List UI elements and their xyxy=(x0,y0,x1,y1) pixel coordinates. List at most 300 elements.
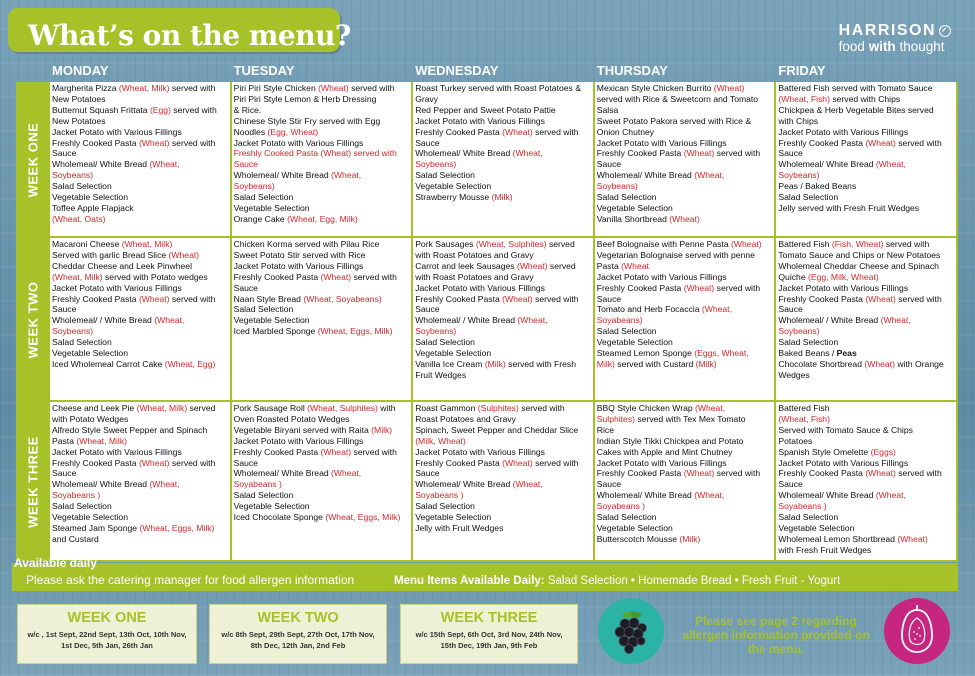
allergen-text: (Sulphites) xyxy=(477,403,519,413)
menu-line xyxy=(778,294,954,305)
menu-line xyxy=(415,436,591,447)
allergen-text: (Wheat, xyxy=(149,159,180,170)
menu-line xyxy=(778,534,954,545)
menu-text: and Custard xyxy=(52,533,99,544)
menu-text: Served with garlic Bread Slice xyxy=(52,249,169,260)
allergen-text: (Wheat) xyxy=(516,260,548,271)
menu-text: served with xyxy=(895,468,942,479)
allergen-text: (Wheat) xyxy=(865,468,896,479)
allergen-text: (Wheat) xyxy=(138,457,170,468)
menu-cell-monday xyxy=(50,402,232,562)
menu-text: Jacket Potato with Various Fillings xyxy=(778,457,909,468)
menu-line xyxy=(415,116,591,127)
menu-text: Wedges xyxy=(778,369,810,380)
menu-text: Sauce xyxy=(52,304,77,315)
menu-text: Vegetable Selection xyxy=(233,501,310,512)
menu-text: Vegetable Selection xyxy=(52,348,128,359)
allergen-text: (Wheat, Soyabeans) xyxy=(303,293,382,304)
allergen-text: (Wheat, xyxy=(701,304,732,315)
menu-cell-monday xyxy=(50,238,232,402)
menu-text: Sauce xyxy=(233,457,258,468)
menu-text: Fruit Wedges xyxy=(415,369,467,380)
menu-text: Jacket Potato with Various Fillings xyxy=(596,271,727,282)
menu-text: Pork Sausage Roll xyxy=(233,403,308,413)
menu-line xyxy=(778,414,954,425)
menu-text: Freshly Cooked Pasta xyxy=(778,137,866,148)
menu-line xyxy=(415,105,591,116)
menu-line xyxy=(52,436,228,447)
menu-text: served with xyxy=(714,148,761,159)
allergen-text: (Wheat) xyxy=(138,293,170,304)
menu-line xyxy=(52,239,228,250)
menu-line xyxy=(778,159,954,170)
allergen-text: Freshly Cooked Pasta xyxy=(233,148,321,159)
menu-text: with Roast Potatoes and Gravy xyxy=(415,271,534,282)
menu-text: Pasta xyxy=(596,260,622,271)
menu-line xyxy=(597,304,773,315)
menu-line xyxy=(234,490,410,501)
menu-text: Roast Turkey served with Roast Potatoes & xyxy=(415,83,581,93)
menu-line xyxy=(415,337,591,348)
menu-line xyxy=(597,403,773,414)
allergen-text: Sauce xyxy=(233,159,258,170)
menu-line xyxy=(52,105,228,116)
allergen-text: (Wheat, Egg) xyxy=(164,358,216,369)
menu-line xyxy=(597,203,773,214)
menu-line xyxy=(415,83,591,94)
menu-text: Sauce xyxy=(52,468,77,479)
menu-line xyxy=(234,127,410,138)
allergen-text: (Wheat) xyxy=(502,126,533,137)
menu-text: Chickpea & Herb Vegetable Bites served xyxy=(778,104,934,115)
week-one-dates-box: WEEK ONE w/c , 1st Sept, 22nd Sept, 13th Oct, 10th Nov, 1st Dec, 5th Jan, 26th Jan xyxy=(17,604,197,664)
menu-line xyxy=(52,203,228,214)
allergen-text: (Wheat, xyxy=(331,170,362,181)
menu-line xyxy=(234,170,410,181)
menu-text: Onion Chutney xyxy=(596,126,655,137)
menu-cell-thursday xyxy=(595,402,777,562)
page-title: What’s on the menu? xyxy=(28,19,351,52)
menu-line xyxy=(234,414,410,425)
allergen-text: (Fish, Wheat) xyxy=(831,239,884,249)
menu-line xyxy=(415,326,591,337)
menu-line xyxy=(415,181,591,192)
allergen-text: (Wheat, xyxy=(875,490,906,501)
menu-line xyxy=(52,326,228,337)
menu-text: with xyxy=(377,403,396,413)
menu-line xyxy=(597,534,773,545)
menu-text: Jacket Potato with Various Fillings xyxy=(596,137,727,148)
menu-line xyxy=(597,436,773,447)
allergen-text: (Wheat) xyxy=(320,271,352,282)
menu-line xyxy=(778,283,954,294)
menu-line xyxy=(597,359,773,370)
menu-line xyxy=(778,458,954,469)
allergen-text: (Milk) xyxy=(679,533,701,544)
menu-text: served with xyxy=(714,468,761,479)
menu-line xyxy=(52,523,228,534)
menu-line xyxy=(778,83,954,94)
menu-line xyxy=(415,261,591,272)
menu-text: served xyxy=(187,403,216,413)
allergen-text: (Wheat, Eggs, Milk) xyxy=(325,512,401,523)
menu-line xyxy=(52,414,228,425)
menu-text: Sauce xyxy=(778,479,803,490)
menu-text: Vanilla Ice Cream xyxy=(415,358,485,369)
menu-text: Vegetable Selection xyxy=(415,348,492,359)
menu-cell-wednesday xyxy=(413,82,595,238)
menu-grid xyxy=(16,82,958,562)
allergen-text: (Wheat, Milk) xyxy=(118,83,170,93)
menu-text: Iced Wholemeal Carrot Cake xyxy=(52,358,165,369)
menu-text: Freshly Cooked Pasta xyxy=(52,137,139,148)
menu-line xyxy=(415,348,591,359)
allergen-text: (Wheat, xyxy=(695,403,726,413)
menu-line xyxy=(597,512,773,523)
menu-text: served with Custard xyxy=(614,358,696,369)
menu-text: with Potato Wedges xyxy=(52,413,129,424)
menu-text: Jacket Potato with Various Fillings xyxy=(233,137,364,148)
menu-text: Spanish Style Omelette xyxy=(778,446,871,457)
allergen-text: (Wheat, xyxy=(694,170,725,181)
menu-text: Battered Fish xyxy=(778,239,832,249)
allergen-text: Soyabeans ) xyxy=(778,501,827,512)
menu-text: Wholemeal/ White Bread xyxy=(233,170,332,181)
menu-text: Wholemeal/ White Bread xyxy=(596,490,695,501)
allergen-text: (Wheat, xyxy=(512,479,543,490)
menu-text: served with Potato wedges xyxy=(102,271,208,282)
menu-line xyxy=(52,458,228,469)
menu-line xyxy=(778,315,954,326)
menu-text: served with xyxy=(883,239,930,249)
menu-line xyxy=(597,501,773,512)
allergen-text: (Wheat) xyxy=(320,446,352,457)
allergen-text: Soybeans) xyxy=(778,326,820,337)
allergen-text: (Wheat, xyxy=(149,479,180,490)
allergen-text: Sulphites) xyxy=(596,413,635,424)
menu-text: Wholemeal/ / White Bread xyxy=(415,315,518,326)
menu-text: Red Pepper and Sweet Potato Pattie xyxy=(415,104,556,115)
menu-line xyxy=(778,94,954,105)
menu-line xyxy=(778,116,954,127)
menu-line xyxy=(597,447,773,458)
menu-line xyxy=(234,425,410,436)
menu-line xyxy=(778,127,954,138)
menu-line xyxy=(234,447,410,458)
allergen-text: (Wheat, Fish) xyxy=(778,413,830,424)
menu-text: Vegetable Selection xyxy=(778,522,855,533)
allergen-text: (Wheat) xyxy=(138,137,170,148)
menu-text: with Orange xyxy=(894,358,944,369)
menu-line xyxy=(778,403,954,414)
menu-line xyxy=(778,348,954,359)
menu-line xyxy=(415,315,591,326)
menu-line xyxy=(778,326,954,337)
menu-text: Battered Fish served with Tomato Sauce xyxy=(778,83,933,93)
menu-text: Battered Fish xyxy=(778,403,830,413)
menu-line xyxy=(415,512,591,523)
allergen-text: (Wheat) xyxy=(318,83,349,93)
menu-line xyxy=(234,326,410,337)
allergen-text: Soybeans) xyxy=(778,170,820,181)
menu-text: served with xyxy=(170,104,217,115)
menu-line xyxy=(415,170,591,181)
allergen-text: (Wheat, Milk) xyxy=(52,271,103,282)
allergen-text: (Wheat, Oats) xyxy=(52,213,106,224)
menu-line xyxy=(52,337,228,348)
menu-text: Cakes with Apple and Mint Chutney xyxy=(596,446,733,457)
menu-line xyxy=(415,523,591,534)
menu-text: Salad Selection xyxy=(596,326,657,337)
menu-line xyxy=(52,447,228,458)
menu-line xyxy=(234,203,410,214)
menu-text: served with xyxy=(532,126,579,137)
menu-line xyxy=(234,283,410,294)
menu-line xyxy=(415,239,591,250)
allergen-text: (Wheat, xyxy=(694,490,725,501)
allergen-text: Soybeans) xyxy=(52,326,94,337)
menu-text: Wholemeal/ White Bread xyxy=(52,479,150,490)
menu-text: Piri Piri Style Lemon & Herb Dressing xyxy=(233,93,377,104)
menu-text: Wholemeal/ / White Bread xyxy=(52,315,155,326)
menu-line xyxy=(52,181,228,192)
menu-text: Sauce xyxy=(596,479,622,490)
menu-text: Vegetable Biryani served with Raita xyxy=(233,424,372,435)
menu-line xyxy=(415,370,591,381)
menu-text: Freshly Cooked Pasta xyxy=(52,457,139,468)
menu-line xyxy=(778,105,954,116)
allergen-text: (Wheat) xyxy=(731,239,762,249)
logo-name: HARRISON xyxy=(838,22,936,39)
menu-line xyxy=(415,403,591,414)
day-header-friday: FRIDAY xyxy=(778,63,826,78)
menu-text: served with xyxy=(169,457,216,468)
allergen-contact-note: Please ask the catering manager for food allergen information xyxy=(26,573,355,587)
day-headers xyxy=(50,63,958,83)
allergen-text: (Eggs) xyxy=(870,446,896,457)
menu-text: Jacket Potato with Various Fillings xyxy=(52,282,182,293)
allergen-text: Soyabeans ) xyxy=(233,479,282,490)
fig-icon xyxy=(884,598,950,664)
menu-line xyxy=(597,214,773,225)
available-daily-title: Available daily xyxy=(14,556,97,570)
menu-text: Chinese Style Stir Fry served with Egg xyxy=(233,115,381,126)
menu-text: served with xyxy=(351,271,397,282)
menu-text: Salsa xyxy=(596,104,619,115)
menu-line xyxy=(778,501,954,512)
menu-text: & Rice. xyxy=(233,104,262,115)
menu-text: Pasta xyxy=(52,435,77,446)
week-three-dates-box: WEEK THREE w/c 15th Sept, 6th Oct, 3rd Nov, 24th Nov, 15th Dec, 19th Jan, 9th Feb xyxy=(400,604,578,664)
allergen-text: (Wheat, Sulphites) xyxy=(307,403,378,413)
menu-line xyxy=(778,148,954,159)
menu-text: served with xyxy=(518,403,565,413)
menu-text: served with Chips xyxy=(829,93,901,104)
menu-line xyxy=(778,512,954,523)
menu-text: Indian Style Tikki Chickpea and Potato xyxy=(596,435,744,446)
menu-text: Jacket Potato with Various Fillings xyxy=(415,282,545,293)
menu-line xyxy=(234,214,410,225)
blackberry-icon xyxy=(598,598,664,664)
menu-line xyxy=(778,337,954,348)
allergen-text: (Wheat) xyxy=(897,533,928,544)
daily-items: Menu Items Available Daily: Salad Selection • Homemade Bread • Fresh Fruit - Yogurt xyxy=(394,575,841,587)
menu-cell-thursday xyxy=(595,82,777,238)
menu-line xyxy=(597,250,773,261)
menu-line xyxy=(234,436,410,447)
allergen-text: (Wheat) xyxy=(683,148,715,159)
menu-line xyxy=(234,294,410,305)
menu-line xyxy=(415,192,591,203)
menu-line xyxy=(234,181,410,192)
week-row-three xyxy=(16,402,958,562)
menu-text: Salad Selection xyxy=(52,181,112,192)
menu-text: Freshly Cooked Pasta xyxy=(415,293,503,304)
menu-line xyxy=(52,283,228,294)
allergen-text: (Eggs, Wheat, xyxy=(694,348,749,359)
menu-line xyxy=(52,348,228,359)
menu-line xyxy=(415,447,591,458)
week-two-dates-box: WEEK TWO w/c 8th Sept, 29th Sept, 27th Oct, 17th Nov, 8th Dec, 12th Jan, 2nd Feb xyxy=(209,604,387,664)
menu-cell-tuesday xyxy=(232,238,414,402)
menu-text: Vegetarian Bolognaise served with penne xyxy=(596,249,755,260)
allergen-text: Soyabeans ) xyxy=(596,501,646,512)
allergen-text: (Wheat) xyxy=(713,83,745,93)
menu-text: Jacket Potato with Various Fillings xyxy=(596,457,727,468)
allergen-text: Milk) xyxy=(596,358,615,369)
menu-line xyxy=(778,170,954,181)
menu-line xyxy=(778,425,954,436)
menu-text: Vegetable Selection xyxy=(415,512,492,523)
menu-line xyxy=(778,181,954,192)
menu-text: Orange Cake xyxy=(233,213,288,224)
menu-text: Strawberry Mousse xyxy=(415,192,492,203)
menu-text: Sauce xyxy=(596,159,622,170)
menu-text: Wholemeal/ / White Bread xyxy=(778,315,881,326)
menu-cell-friday xyxy=(776,238,958,402)
menu-line xyxy=(415,148,591,159)
menu-text: Salad Selection xyxy=(778,512,839,523)
menu-text: Jacket Potato with Various Fillings xyxy=(415,446,545,457)
menu-line xyxy=(234,458,410,469)
menu-text: Wholemeal/ White Bread xyxy=(596,170,695,181)
menu-text: Roast Potatoes and Gravy xyxy=(415,413,516,424)
menu-line xyxy=(415,304,591,315)
menu-text: New Potatoes xyxy=(52,93,106,104)
menu-text: Salad Selection xyxy=(415,337,475,348)
week-label: WEEK ONE xyxy=(16,82,50,238)
menu-line xyxy=(52,425,228,436)
menu-text: Sauce xyxy=(415,137,440,148)
menu-text: Wholemeal Cheddar Cheese and Spinach xyxy=(778,260,939,271)
menu-line xyxy=(597,315,773,326)
menu-line xyxy=(597,83,773,94)
menu-line xyxy=(52,512,228,523)
menu-line xyxy=(52,261,228,272)
allergen-text: (Wheat, Milk) xyxy=(121,239,173,249)
menu-text: with Roast Potatoes and Gravy xyxy=(415,249,534,260)
menu-line xyxy=(52,214,228,225)
menu-text: Jacket Potato with Various Fillings xyxy=(415,115,545,126)
menu-text: Freshly Cooked Pasta xyxy=(52,293,139,304)
menu-line xyxy=(597,326,773,337)
menu-text: Sauce xyxy=(778,148,803,159)
menu-text: Wholemeal Lemon Shortbread xyxy=(778,533,898,544)
menu-text: served with xyxy=(169,83,216,93)
menu-text: Vegetable Selection xyxy=(415,181,492,192)
allergen-text: (Wheat) xyxy=(502,293,533,304)
allergen-text: (Egg) xyxy=(149,104,171,115)
allergen-text: (Wheat) xyxy=(502,457,533,468)
menu-line xyxy=(234,192,410,203)
menu-text: Wholemeal/ White Bread xyxy=(415,148,513,159)
allergen-text: Soyabeans ) xyxy=(52,490,101,501)
menu-text: Cheese and Leek Pie xyxy=(52,403,137,413)
menu-line xyxy=(52,468,228,479)
menu-line xyxy=(415,159,591,170)
menu-line xyxy=(52,479,228,490)
menu-line xyxy=(52,250,228,261)
menu-text: Spinach, Sweet Pepper and Cheddar Slice xyxy=(415,424,579,435)
menu-text: Salad Selection xyxy=(233,490,294,501)
menu-text: Salad Selection xyxy=(415,170,475,181)
menu-line xyxy=(52,272,228,283)
menu-text: Margherita Pizza xyxy=(52,83,119,93)
allergen-text: Soyabeans ) xyxy=(415,490,464,501)
menu-line xyxy=(778,261,954,272)
menu-text: Wholemeal/ White Bread xyxy=(52,159,150,170)
allergen-text: served with xyxy=(351,148,397,159)
menu-text: Peas xyxy=(836,348,857,359)
menu-line xyxy=(52,304,228,315)
menu-line xyxy=(415,294,591,305)
menu-line xyxy=(234,94,410,105)
menu-line xyxy=(52,170,228,181)
allergen-text: (Wheat, Milk) xyxy=(136,403,188,413)
allergen-text: (Wheat) xyxy=(683,468,715,479)
menu-text: Tomato Sauce and Chips or New Potatoes xyxy=(778,249,941,260)
menu-text: served with xyxy=(351,446,397,457)
menu-text: Freshly Cooked Pasta xyxy=(415,126,503,137)
menu-cell-friday xyxy=(776,82,958,238)
menu-line xyxy=(597,239,773,250)
logo-tagline: food with thought xyxy=(838,39,945,54)
menu-line xyxy=(234,501,410,512)
menu-text: Vegetable Selection xyxy=(596,522,673,533)
menu-line xyxy=(52,94,228,105)
menu-text: served with xyxy=(895,293,942,304)
week-row-one xyxy=(16,82,958,238)
menu-cell-friday xyxy=(776,402,958,562)
logo-mark-icon: ✓ xyxy=(939,25,951,37)
menu-text: Vegetable Selection xyxy=(596,337,673,348)
menu-cell-monday xyxy=(50,82,232,238)
menu-line xyxy=(52,490,228,501)
week-label: WEEK THREE xyxy=(16,402,50,562)
menu-line xyxy=(234,83,410,94)
menu-line xyxy=(778,479,954,490)
allergen-text: (Wheat, Egg, Milk) xyxy=(287,213,358,224)
menu-line xyxy=(597,272,773,283)
menu-line xyxy=(778,370,954,381)
menu-text: Gravy xyxy=(415,93,439,104)
menu-line xyxy=(597,425,773,436)
menu-line xyxy=(778,250,954,261)
menu-line xyxy=(234,116,410,127)
allergen-text: (Wheat) xyxy=(168,249,200,260)
menu-line xyxy=(234,138,410,149)
menu-text: Sauce xyxy=(52,148,77,159)
